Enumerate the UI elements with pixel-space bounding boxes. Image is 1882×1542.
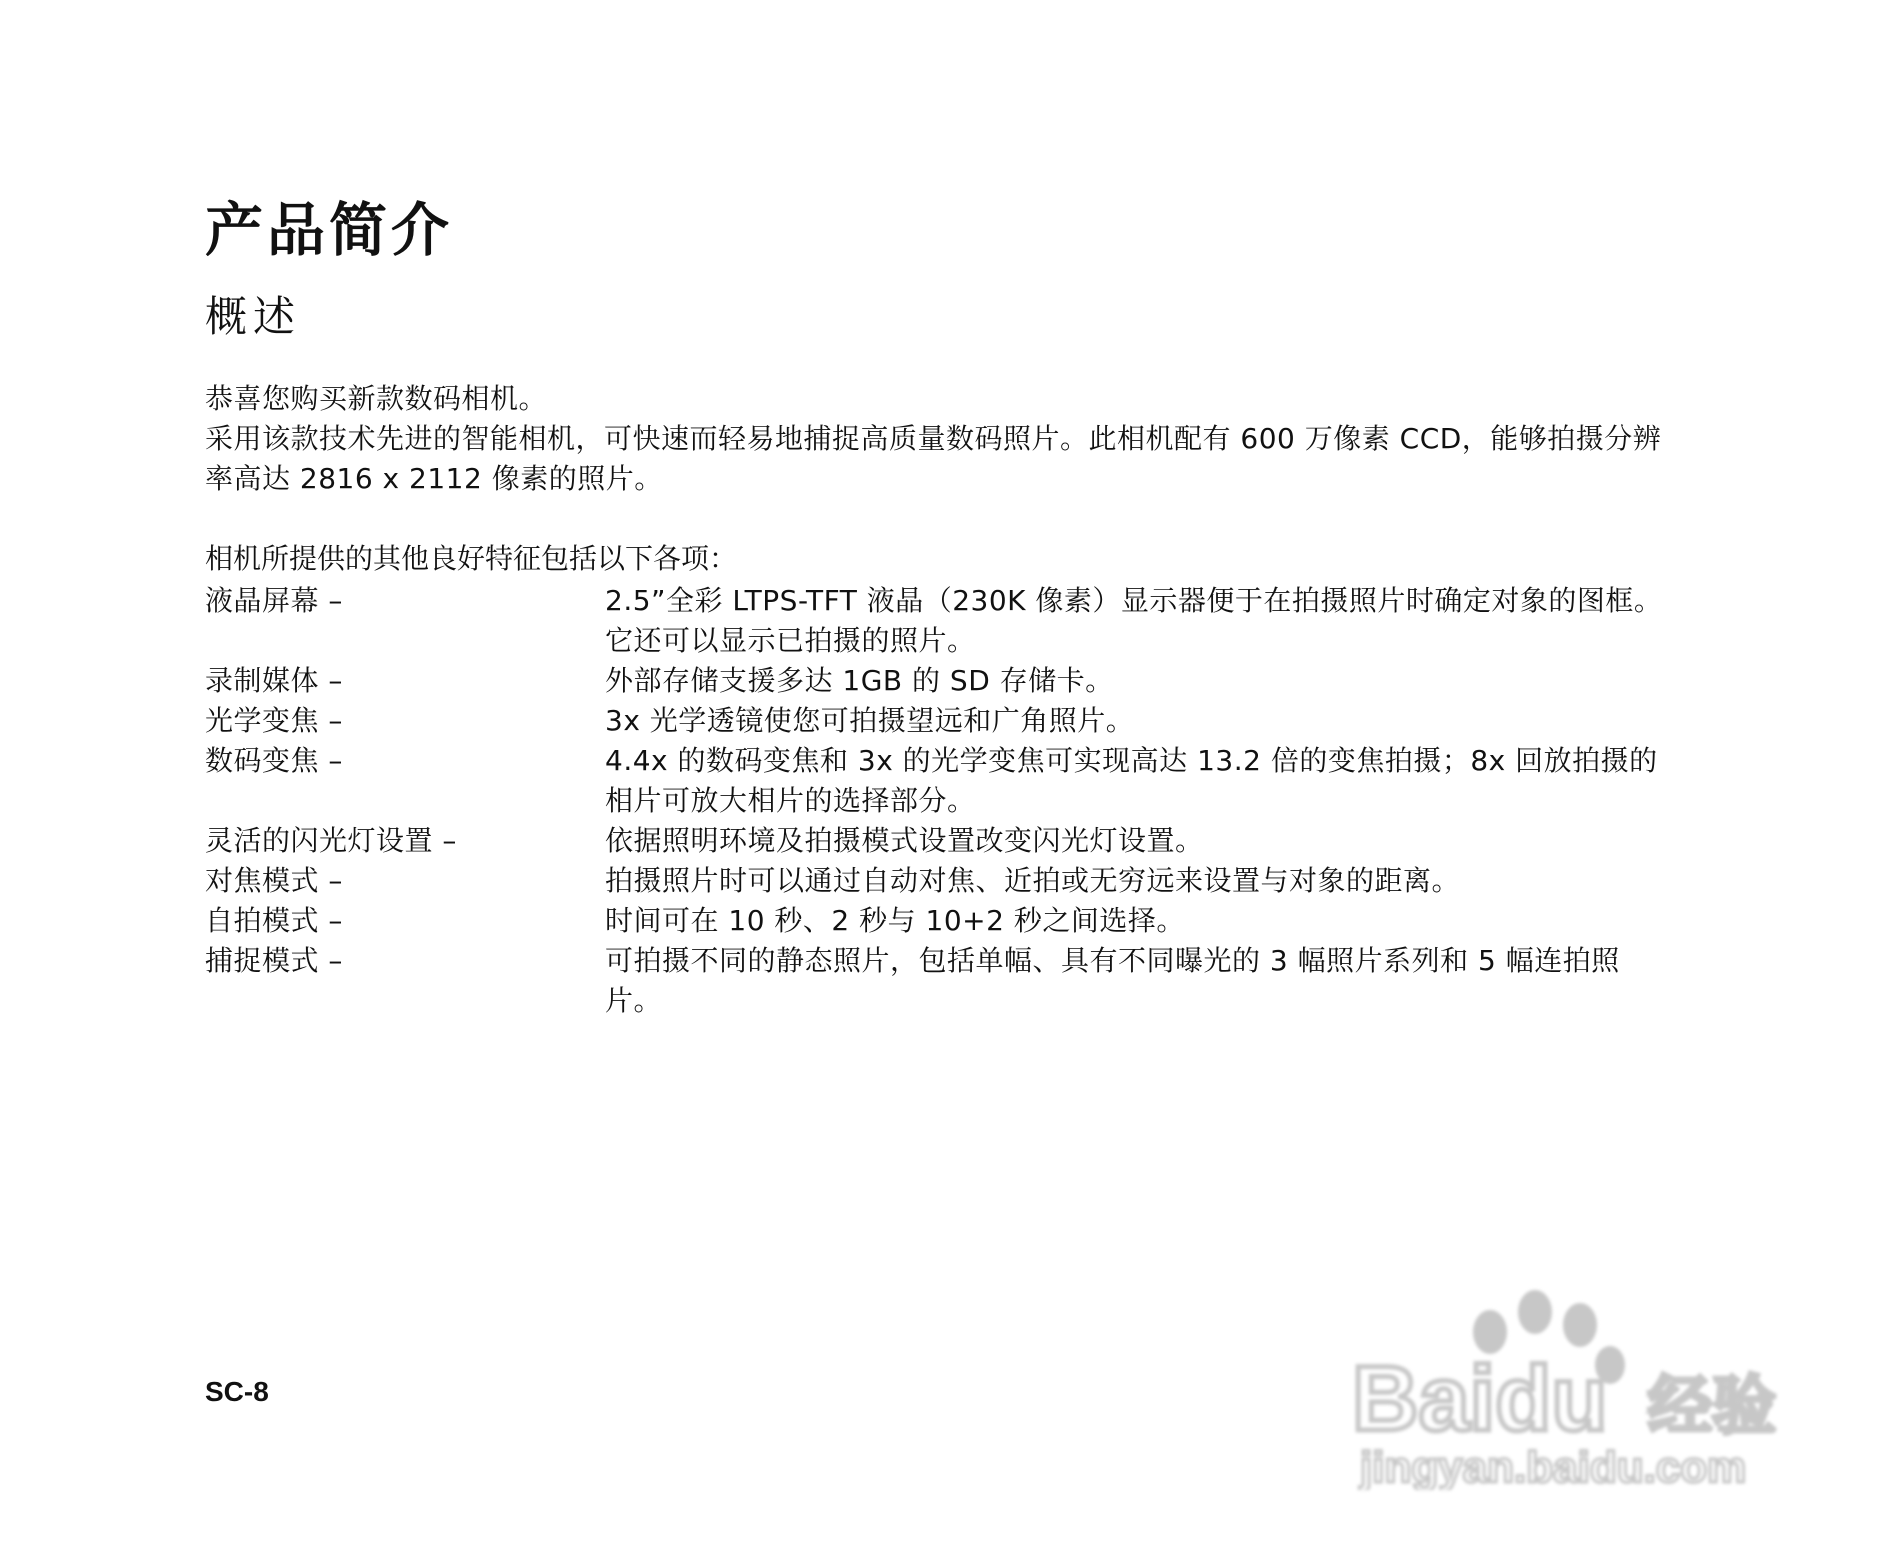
page-title: 产品简介 — [205, 196, 454, 264]
feature-description: 3x 光学透镜使您可拍摄望远和广角照片。 — [605, 704, 1135, 737]
feature-row — [205, 861, 1665, 901]
feature-name: 液晶屏幕 – — [205, 584, 343, 617]
intro-block — [205, 379, 1665, 499]
feature-description: 依据照明环境及拍摄模式设置改变闪光灯设置。 — [605, 824, 1204, 857]
feature-row — [205, 581, 1665, 661]
feature-name: 灵活的闪光灯设置 – — [205, 824, 457, 857]
feature-row — [205, 821, 1665, 861]
feature-description: 拍摄照片时可以通过自动对焦、近拍或无穷远来设置与对象的距离。 — [605, 864, 1461, 897]
feature-row — [205, 661, 1665, 701]
feature-list — [205, 581, 1665, 1021]
feature-name: 数码变焦 – — [205, 744, 343, 777]
feature-description: 2.5”全彩 LTPS-TFT 液晶（230K 像素）显示器便于在拍摄照片时确定对象的图框。它还可以显示已拍摄的照片。 — [605, 584, 1663, 657]
intro-paragraph: 采用该款技术先进的智能相机，可快速而轻易地捕捉高质量数码照片。此相机配有 600 万像素 CCD，能够拍摄分辨率高达 2816 x 2112 像素的照片。 — [205, 422, 1662, 495]
feature-description: 外部存储支援多达 1GB 的 SD 存储卡。 — [605, 664, 1114, 697]
baidu-jingyan-watermark-logo — [1340, 1270, 1800, 1490]
feature-name: 捕捉模式 – — [205, 944, 343, 977]
watermark-url: jingyan.baidu.com — [1360, 1443, 1747, 1490]
features-heading: 相机所提供的其他良好特征包括以下各项： — [205, 542, 738, 575]
feature-row — [205, 901, 1665, 941]
page-number: SC-8 — [205, 1376, 269, 1407]
feature-name: 对焦模式 – — [205, 864, 343, 897]
feature-name: 录制媒体 – — [205, 664, 343, 697]
document-page — [205, 195, 1665, 1021]
feature-description: 4.4x 的数码变焦和 3x 的光学变焦可实现高达 13.2 倍的变焦拍摄；8x 回放拍摄的相片可放大相片的选择部分。 — [605, 744, 1658, 817]
feature-description: 时间可在 10 秒、2 秒与 10+2 秒之间选择。 — [605, 904, 1185, 937]
feature-name: 光学变焦 – — [205, 704, 343, 737]
feature-name: 自拍模式 – — [205, 904, 343, 937]
feature-description: 可拍摄不同的静态照片，包括单幅、具有不同曝光的 3 幅照片系列和 5 幅连拍照片。 — [605, 944, 1620, 1017]
watermark-brand-cn: 经验 — [1648, 1370, 1776, 1444]
feature-row — [205, 701, 1665, 741]
feature-row — [205, 741, 1665, 821]
section-title: 概述 — [205, 292, 302, 341]
feature-row — [205, 941, 1665, 1021]
intro-paragraph: 恭喜您购买新款数码相机。 — [205, 382, 548, 415]
watermark-brand: Baidu — [1352, 1348, 1608, 1450]
